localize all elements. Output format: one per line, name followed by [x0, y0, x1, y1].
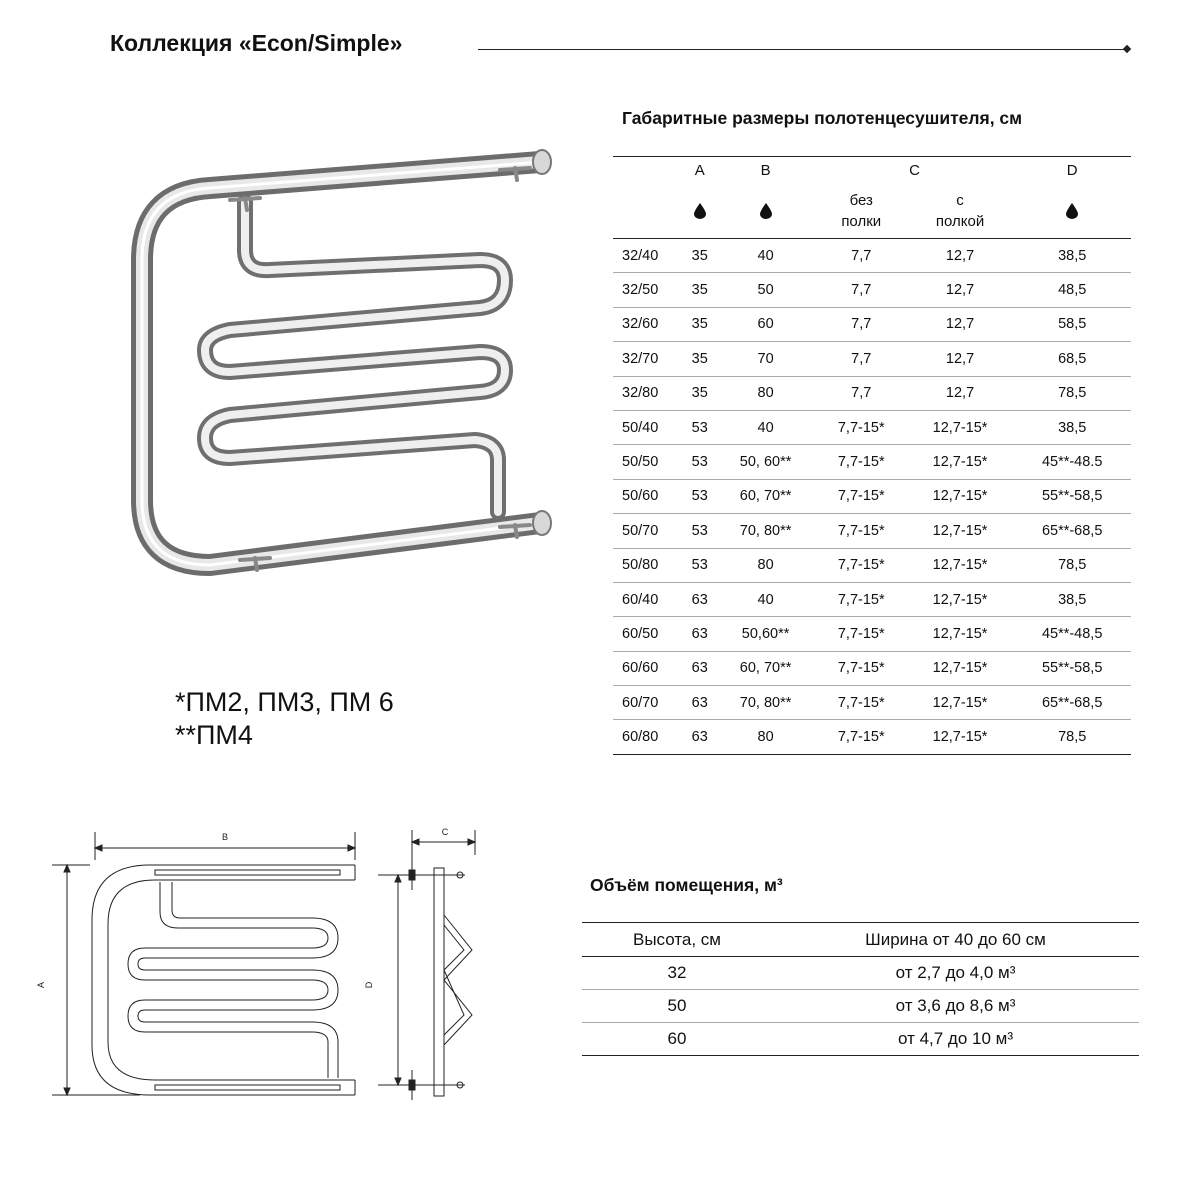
table-row [613, 720, 1131, 754]
room-volume-table [582, 922, 1139, 1056]
c-with-shelf-cell: 12,7-15* [907, 445, 1014, 479]
room-volume-title: Объём помещения, м³ [590, 875, 783, 895]
b-cell: 70 [715, 342, 815, 376]
volume-range-cell: от 4,7 до 10 м³ [772, 1023, 1139, 1056]
c-without-shelf-cell: 7,7-15* [816, 479, 907, 513]
d-cell: 68,5 [1013, 342, 1131, 376]
a-cell: 63 [684, 686, 715, 720]
model-cell: 32/40 [613, 239, 684, 273]
b-cell: 60, 70** [715, 479, 815, 513]
table-row [613, 273, 1131, 307]
model-cell: 60/40 [613, 582, 684, 616]
without-shelf-line2: полки [841, 212, 882, 230]
d-cell: 48,5 [1013, 273, 1131, 307]
title-rule [478, 49, 1125, 50]
d-cell: 55**-58,5 [1013, 479, 1131, 513]
model-cell: 50/50 [613, 445, 684, 479]
c-with-shelf-cell: 12,7-15* [907, 686, 1014, 720]
c-without-shelf-cell: 7,7 [816, 376, 907, 410]
water-drop-icon [760, 203, 772, 219]
a-cell: 35 [684, 376, 715, 410]
model-cell: 60/70 [613, 686, 684, 720]
table-row [613, 514, 1131, 548]
c-with-shelf-cell: 12,7-15* [907, 582, 1014, 616]
b-cell: 60, 70** [715, 651, 815, 685]
with-shelf-line1: с [956, 191, 964, 209]
a-cell: 63 [684, 651, 715, 685]
b-cell: 60 [715, 307, 815, 341]
c-without-shelf-cell: 7,7 [816, 342, 907, 376]
b-cell: 50, 60** [715, 445, 815, 479]
b-cell: 70, 80** [715, 514, 815, 548]
model-cell: 50/70 [613, 514, 684, 548]
table-row [613, 686, 1131, 720]
col-c-without-shelf [816, 184, 907, 239]
d-cell: 78,5 [1013, 376, 1131, 410]
without-shelf-line1: без [849, 191, 873, 209]
width-header: Ширина от 40 до 60 см [772, 923, 1139, 957]
room-volume-header-row [582, 923, 1139, 957]
d-cell: 58,5 [1013, 307, 1131, 341]
c-with-shelf-cell: 12,7 [907, 342, 1014, 376]
b-cell: 40 [715, 239, 815, 273]
col-b-header: B [715, 157, 815, 184]
dimensions-table-title: Габаритные размеры полотенцесушителя, см [622, 108, 1023, 128]
d-cell: 78,5 [1013, 720, 1131, 754]
side-view-drawing [360, 820, 490, 1110]
height-cell: 50 [582, 990, 772, 1023]
col-d-drop [1013, 184, 1131, 239]
a-cell: 53 [684, 514, 715, 548]
c-without-shelf-cell: 7,7-15* [816, 548, 907, 582]
table-row [582, 1023, 1139, 1056]
model-cell: 32/70 [613, 342, 684, 376]
table-row [613, 479, 1131, 513]
b-cell: 80 [715, 720, 815, 754]
table-row [613, 582, 1131, 616]
c-with-shelf-cell: 12,7-15* [907, 548, 1014, 582]
table-row [613, 548, 1131, 582]
height-cell: 60 [582, 1023, 772, 1056]
c-without-shelf-cell: 7,7-15* [816, 514, 907, 548]
c-with-shelf-cell: 12,7-15* [907, 617, 1014, 651]
d-cell: 65**-68,5 [1013, 686, 1131, 720]
footnotes [175, 686, 394, 752]
footnote-single-star: *ПМ2, ПМ3, ПМ 6 [175, 687, 394, 717]
d-cell: 65**-68,5 [1013, 514, 1131, 548]
model-cell: 32/60 [613, 307, 684, 341]
b-cell: 80 [715, 376, 815, 410]
model-cell: 32/80 [613, 376, 684, 410]
with-shelf-line2: полкой [935, 212, 985, 230]
a-cell: 53 [684, 548, 715, 582]
c-without-shelf-cell: 7,7 [816, 239, 907, 273]
dimension-label-a: A [36, 981, 46, 989]
model-cell: 60/80 [613, 720, 684, 754]
c-without-shelf-cell: 7,7 [816, 307, 907, 341]
a-cell: 35 [684, 239, 715, 273]
model-cell: 60/50 [613, 617, 684, 651]
c-without-shelf-cell: 7,7-15* [816, 410, 907, 444]
c-without-shelf-cell: 7,7 [816, 273, 907, 307]
height-header: Высота, см [582, 923, 772, 957]
a-cell: 53 [684, 445, 715, 479]
dimensions-table [613, 156, 1131, 755]
front-view-drawing [30, 820, 380, 1110]
model-cell: 32/50 [613, 273, 684, 307]
d-cell: 55**-58,5 [1013, 651, 1131, 685]
a-cell: 53 [684, 479, 715, 513]
c-with-shelf-cell: 12,7 [907, 376, 1014, 410]
a-cell: 63 [684, 720, 715, 754]
b-cell: 40 [715, 582, 815, 616]
c-with-shelf-cell: 12,7-15* [907, 410, 1014, 444]
table-row [613, 239, 1131, 273]
table-row [613, 410, 1131, 444]
table-row [582, 990, 1139, 1023]
dimension-label-b: B [221, 832, 229, 842]
a-cell: 35 [684, 307, 715, 341]
d-cell: 38,5 [1013, 239, 1131, 273]
c-with-shelf-cell: 12,7 [907, 273, 1014, 307]
c-with-shelf-cell: 12,7-15* [907, 514, 1014, 548]
footnote-double-star: **ПМ4 [175, 720, 253, 750]
c-without-shelf-cell: 7,7-15* [816, 445, 907, 479]
b-cell: 70, 80** [715, 686, 815, 720]
water-drop-icon [694, 203, 706, 219]
c-without-shelf-cell: 7,7-15* [816, 651, 907, 685]
b-cell: 50,60** [715, 617, 815, 651]
dimensions-subheader-row [613, 184, 1131, 239]
towel-dryer-product-image [120, 140, 570, 580]
model-cell: 50/80 [613, 548, 684, 582]
dimensions-header-row [613, 157, 1131, 184]
a-cell: 63 [684, 582, 715, 616]
d-cell: 38,5 [1013, 410, 1131, 444]
a-cell: 63 [684, 617, 715, 651]
c-without-shelf-cell: 7,7-15* [816, 720, 907, 754]
dimension-label-d: D [364, 981, 374, 989]
volume-range-cell: от 3,6 до 8,6 м³ [772, 990, 1139, 1023]
d-cell: 78,5 [1013, 548, 1131, 582]
table-row [613, 617, 1131, 651]
a-cell: 35 [684, 342, 715, 376]
c-with-shelf-cell: 12,7 [907, 239, 1014, 273]
b-cell: 40 [715, 410, 815, 444]
table-row [613, 445, 1131, 479]
b-cell: 80 [715, 548, 815, 582]
table-row [613, 342, 1131, 376]
col-a-drop [684, 184, 715, 239]
d-cell: 38,5 [1013, 582, 1131, 616]
c-with-shelf-cell: 12,7 [907, 307, 1014, 341]
c-without-shelf-cell: 7,7-15* [816, 617, 907, 651]
c-with-shelf-cell: 12,7-15* [907, 479, 1014, 513]
table-row [613, 376, 1131, 410]
col-c-with-shelf [907, 184, 1014, 239]
table-row [582, 957, 1139, 990]
volume-range-cell: от 2,7 до 4,0 м³ [772, 957, 1139, 990]
col-b-drop [715, 184, 815, 239]
water-drop-icon [1066, 203, 1078, 219]
c-without-shelf-cell: 7,7-15* [816, 582, 907, 616]
model-cell: 50/40 [613, 410, 684, 444]
dimension-label-c: C [441, 827, 449, 837]
col-d-header: D [1013, 157, 1131, 184]
model-cell: 50/60 [613, 479, 684, 513]
c-with-shelf-cell: 12,7-15* [907, 720, 1014, 754]
c-without-shelf-cell: 7,7-15* [816, 686, 907, 720]
table-row [613, 307, 1131, 341]
b-cell: 50 [715, 273, 815, 307]
col-a-header: A [684, 157, 715, 184]
c-with-shelf-cell: 12,7-15* [907, 651, 1014, 685]
a-cell: 35 [684, 273, 715, 307]
title-rule-end-dot [1123, 45, 1131, 53]
height-cell: 32 [582, 957, 772, 990]
table-row [613, 651, 1131, 685]
a-cell: 53 [684, 410, 715, 444]
col-c-header: C [816, 157, 1014, 184]
d-cell: 45**-48,5 [1013, 617, 1131, 651]
page-title: Коллекция «Econ/Simple» [110, 30, 403, 56]
model-cell: 60/60 [613, 651, 684, 685]
d-cell: 45**-48.5 [1013, 445, 1131, 479]
